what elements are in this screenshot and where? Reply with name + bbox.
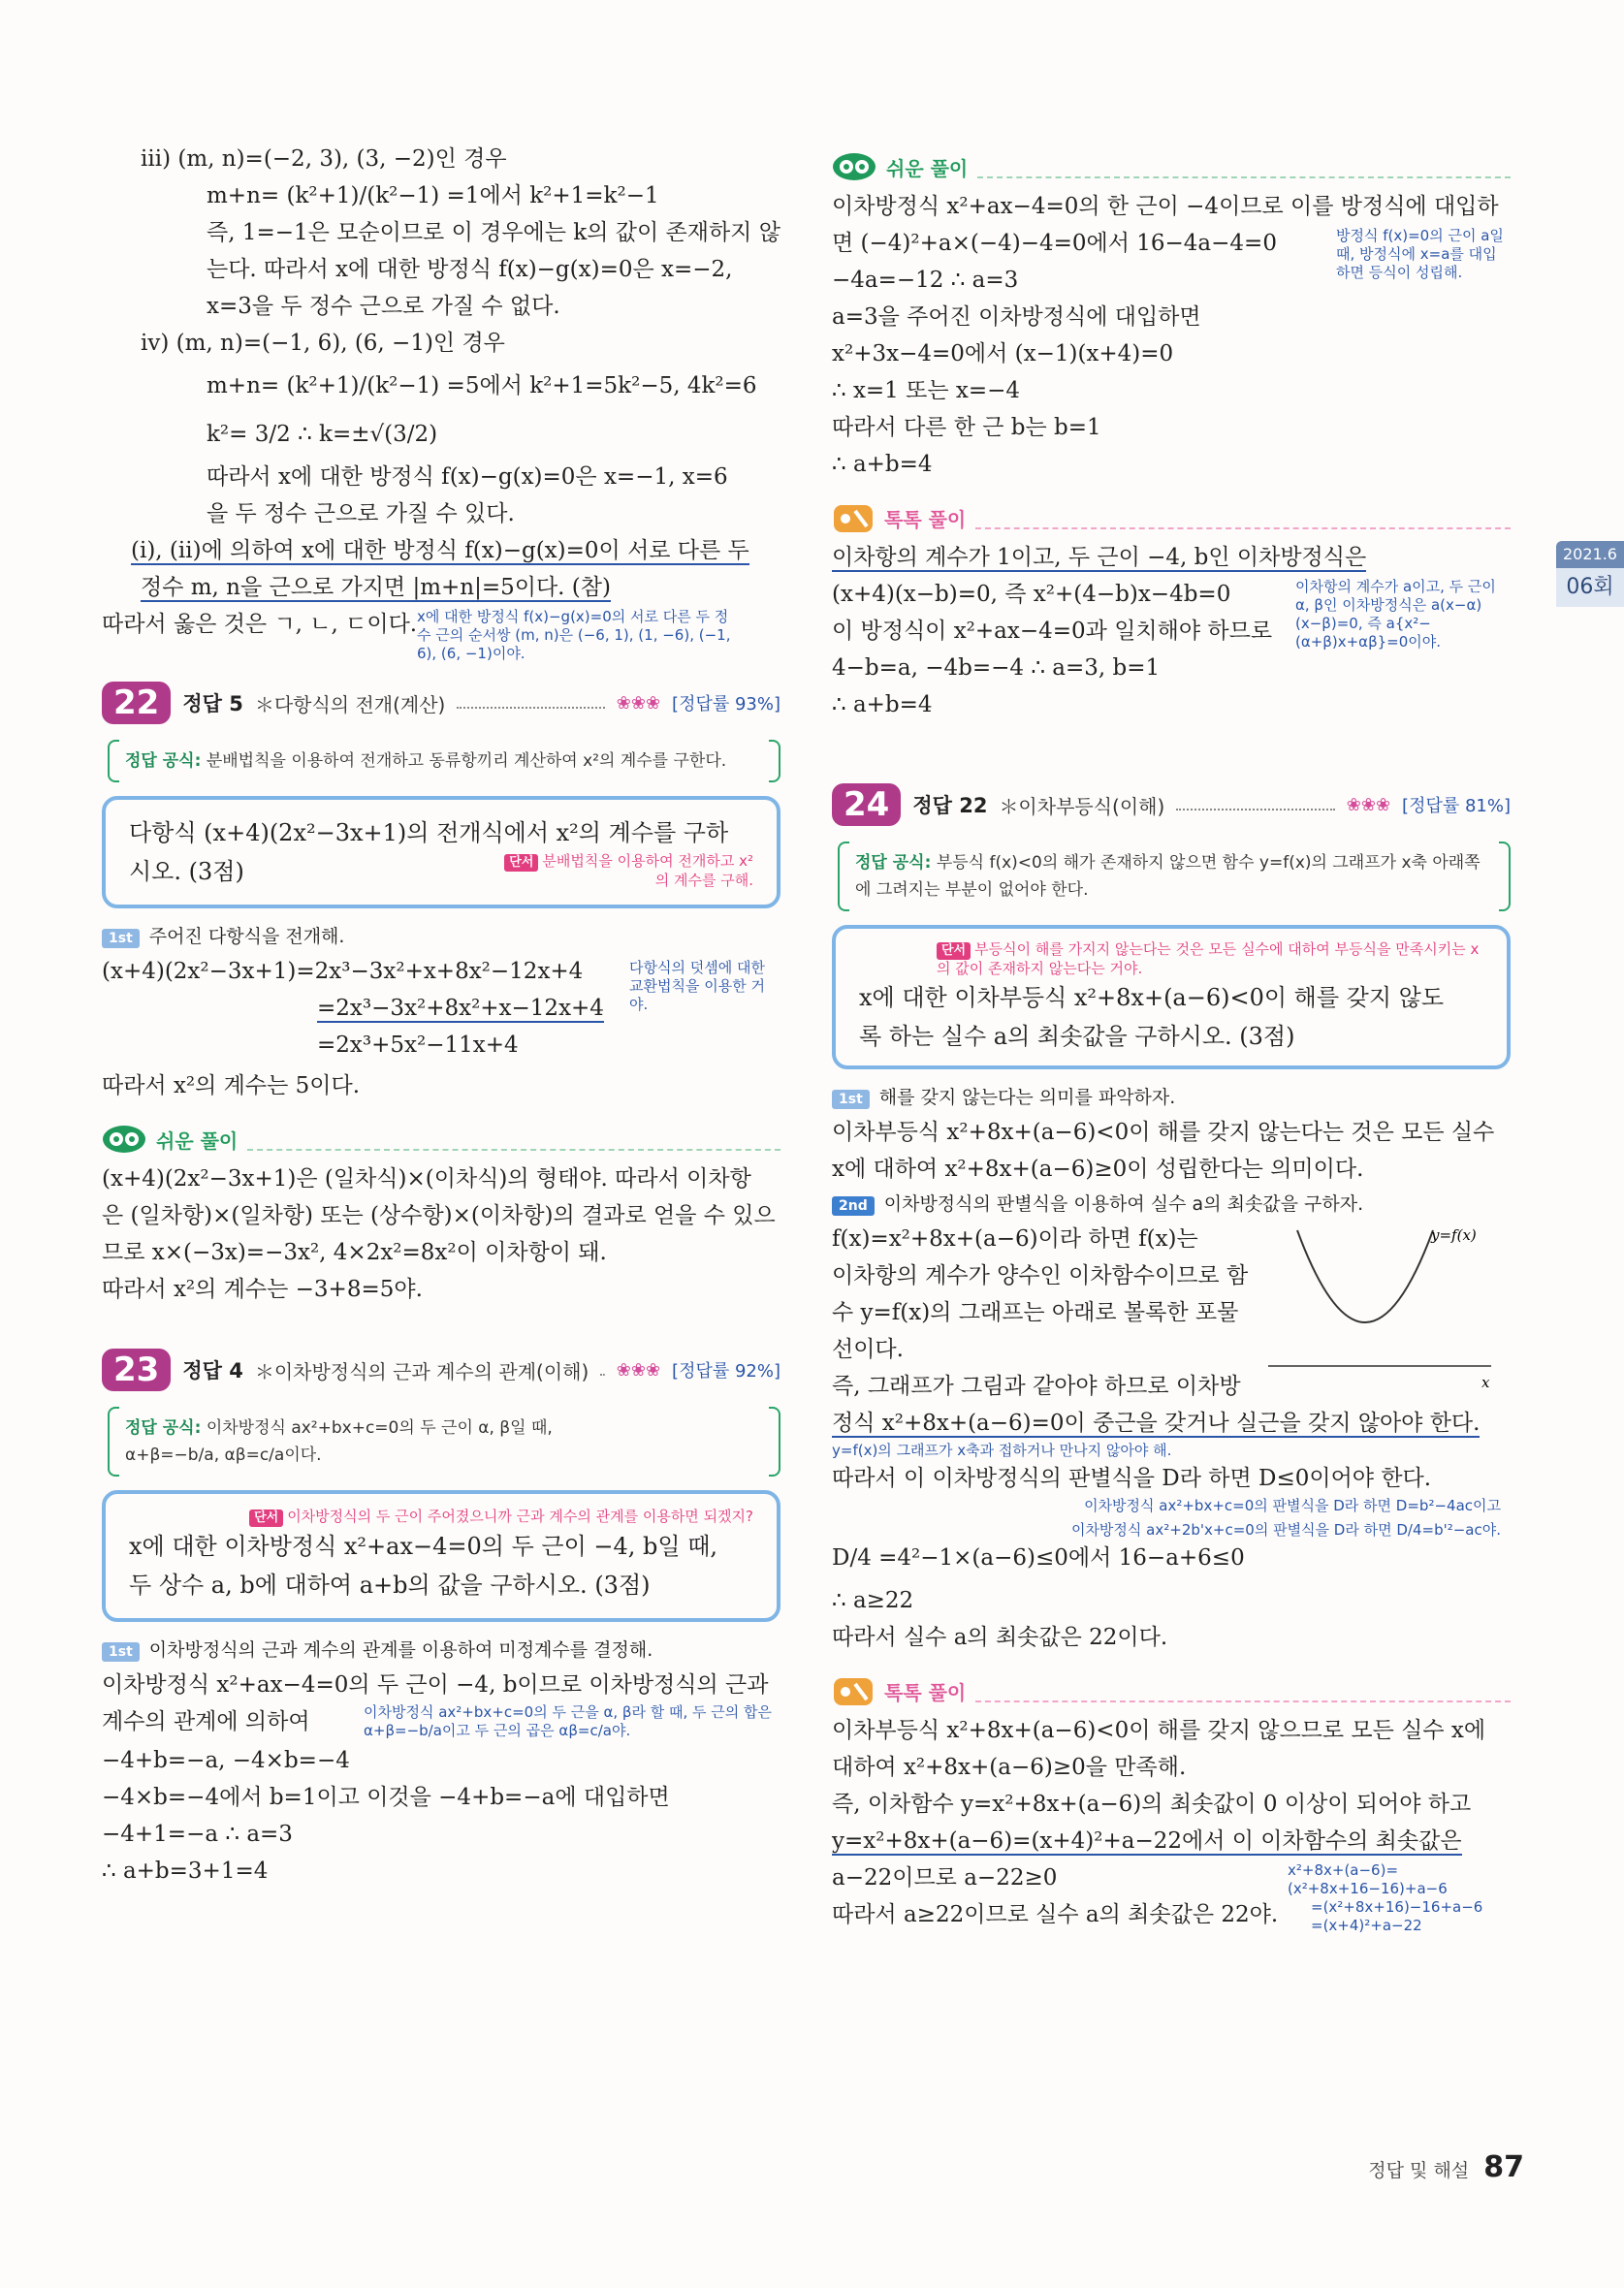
q22-conclusion: 따라서 x²의 계수는 5이다.: [102, 1073, 361, 1098]
page-footer: [1368, 2150, 1524, 2184]
q24-text: 이차부등식 x²+8x+(a−6)<0이 해를 갖지 않는다는 것은 모든 실수: [832, 1120, 1495, 1145]
q23-easy-text: x²+3x−4=0에서 (x−1)(x+4)=0: [832, 341, 1174, 366]
q24-tok-text: 즉, 이차함수 y=x²+8x+(a−6)의 최솟값이 0 이상이 되어야 하고: [832, 1792, 1472, 1817]
q22-question: 시오. (3점): [129, 858, 244, 885]
q22-header: [102, 680, 780, 726]
q24-question: 록 하는 실수 a의 최솟값을 구하시오. (3점): [859, 1023, 1295, 1050]
case-iv-k: k²= 3/2 ∴ k=±√(3/2): [207, 422, 438, 447]
q22-rate: [정답률 93%]: [672, 694, 780, 715]
q24-number: 24: [832, 783, 901, 826]
q23-question-box: [102, 1490, 780, 1622]
q22-question-box: [102, 796, 780, 908]
q23-easy-text: ∴ a+b=4: [832, 452, 933, 477]
conclusion-line: 정수 m, n을 근으로 가지면 |m+n|=5이다. (참): [141, 575, 611, 600]
q24-tok-text: y=x²+8x+(a−6)=(x+4)²+a−22에서 이 이차함수의 최솟값은: [832, 1828, 1462, 1854]
q22-easy-text: (x+4)(2x²−3x+1)은 (일차식)×(이차식)의 형태야. 따라서 이차항: [102, 1166, 751, 1192]
parabola-graph: [1258, 1221, 1511, 1395]
case-iii-title: iii) (m, n)=(−2, 3), (3, −2)인 경우: [141, 146, 507, 172]
q24-note: 이차방정식 ax²+2b'x+c=0의 판별식을 D라 하면 D/4=b'²−ac야.: [1070, 1521, 1501, 1539]
q24-tok-note: x²+8x+(a−6)=(x²+8x+16−16)+a−6 =(x²+8x+16)−16+a−6 =(x+4)²+a−22: [1288, 1861, 1483, 1934]
q22-number: 22: [102, 682, 171, 724]
q22-question: 다항식 (x+4)(2x²−3x+1)의 전개식에서 x²의 계수를 구하: [129, 819, 729, 846]
q23-step1: 1st 이차방정식의 근과 계수의 관계를 이용하여 미정계수를 결정해.: [102, 1634, 780, 1667]
q22-topic: ＊다항식의 전개(계산): [254, 692, 446, 716]
q23-tok-text: ∴ a+b=4: [832, 692, 933, 717]
case-iv-text: 을 두 정수 근으로 가질 수 있다.: [207, 501, 515, 526]
q23-easy-header: 쉬운 풀이: [832, 145, 1511, 188]
q23-difficulty: ❀❀❀: [616, 1359, 661, 1381]
q24-text: ∴ a≥22: [832, 1588, 914, 1613]
q22-difficulty: ❀❀❀: [616, 692, 661, 714]
q24-formula: 정답 공식: 부등식 f(x)<0의 해가 존재하지 않으면 함수 y=f(x)의 그래프가 x축 아래쪽에 그려지는 부분이 없어야 한다.: [838, 842, 1511, 911]
q24-tok-text: 따라서 a≥22이므로 실수 a의 최솟값은 22야.: [832, 1902, 1279, 1927]
q22-expansion: (x+4)(2x²−3x+1)=2x³−3x²+x+8x²−12x+4 =2x³−3x²+8x²+x−12x+4 =2x³+5x²−11x+4 다항식의 덧셈에 대한 교환법칙을 이용한 거야.: [102, 953, 780, 1064]
q24-text: 따라서 이 이차방정식의 판별식을 D라 하면 D≤0이어야 한다.: [832, 1466, 1432, 1491]
q24-text: 수 y=f(x)의 그래프는 아래로 볼록한 포물: [832, 1300, 1239, 1325]
dotted-leader: [457, 707, 604, 709]
case-iv-title: iv) (m, n)=(−1, 6), (6, −1)인 경우: [141, 331, 505, 356]
q24-text: 따라서 실수 a의 최솟값은 22이다.: [832, 1625, 1168, 1650]
q22-formula: 정답 공식: 분배법칙을 이용하여 전개하고 동류항끼리 계산하여 x²의 계수를 구한다.: [108, 740, 780, 782]
exam-badge: [1556, 541, 1624, 607]
q22-hint: 단서 분배법칙을 이용하여 전개하고 x²의 계수를 구해.: [501, 852, 753, 890]
q23-easy-text: 이차방정식 x²+ax−4=0의 한 근이 −4이므로 이를 방정식에 대입하: [832, 194, 1499, 219]
left-column: [102, 141, 780, 1890]
case-iii-equation: m+n= (k²+1)/(k²−1) =1에서 k²+1=k²−1: [207, 183, 659, 208]
q24-rate: [정답률 81%]: [1402, 796, 1511, 816]
q24-header: [832, 781, 1511, 828]
q24-question-box: [832, 925, 1511, 1069]
tok-solution-icon: [832, 1674, 875, 1707]
case-iii-text: 는다. 따라서 x에 대한 방정식 f(x)−g(x)=0은 x=−2,: [207, 257, 733, 282]
right-column: [832, 145, 1511, 1933]
q23-answer: 정답 4: [182, 1359, 243, 1382]
q22-step1: 1st 주어진 다항식을 전개해.: [102, 920, 780, 953]
q24-tok-text: 이차부등식 x²+8x+(a−6)<0이 해를 갖지 않으므로 모든 실수 x에: [832, 1718, 1486, 1743]
case-iii-text: x=3을 두 정수 근으로 가질 수 없다.: [207, 294, 560, 319]
x-axis-label: x: [1481, 1374, 1490, 1391]
tok-solution-icon: [832, 501, 875, 534]
q24-tok-text: 대하여 x²+8x+(a−6)≥0을 만족해.: [832, 1755, 1187, 1780]
q24-text: 선이다.: [832, 1337, 904, 1362]
q22-easy-header: 쉬운 풀이: [102, 1118, 780, 1160]
graph-label: y=f(x): [1431, 1226, 1477, 1244]
q23-hint: 단서 이차방정식의 두 근이 주어졌으니까 근과 계수의 관계를 이용하면 되겠지?: [129, 1508, 753, 1527]
conclusion-row: [102, 606, 780, 662]
q23-tok-text: 이차항의 계수가 1이고, 두 근이 −4, b인 이차방정식은: [832, 545, 1367, 570]
q22-side-note: 다항식의 덧셈에 대한 교환법칙을 이용한 거야.: [629, 959, 765, 1013]
q24-text: 정식 x²+8x+(a−6)=0이 중근을 갖거나 실근을 갖지 않아야 한다.: [832, 1411, 1481, 1436]
q22-answer: 정답 5: [182, 692, 243, 715]
case-iv-text: 따라서 x에 대한 방정식 f(x)−g(x)=0은 x=−1, x=6: [207, 464, 728, 490]
q24-difficulty: ❀❀❀: [1346, 794, 1391, 815]
q23-text: −4×b=−4에서 b=1이고 이것을 −4+b=−a에 대입하면: [102, 1785, 670, 1810]
q23-easy-text: 면 (−4)²+a×(−4)−4=0에서 16−4a−4=0: [832, 231, 1277, 256]
q23-easy-text: ∴ x=1 또는 x=−4: [832, 378, 1021, 403]
q22-easy-text: 은 (일차항)×(일차항) 또는 (상수항)×(이차항)의 결과로 얻을 수 있으: [102, 1203, 776, 1228]
conclusion-line: (i), (ii)에 의하여 x에 대한 방정식 f(x)−g(x)=0이 서로 다른 두: [131, 538, 749, 563]
case-iv-equation: m+n= (k²+1)/(k²−1) =5에서 k²+1=5k²−5, 4k²=6: [207, 373, 757, 398]
q23-question: 두 상수 a, b에 대하여 a+b의 값을 구하시오. (3점): [129, 1572, 651, 1599]
q24-tok-header: 톡톡 풀이: [832, 1669, 1511, 1712]
q24-question: x에 대한 이차부등식 x²+8x+(a−6)<0이 해를 갖지 않도: [859, 984, 1445, 1011]
q24-step2: 2nd 이차방정식의 판별식을 이용하여 실수 a의 최솟값을 구하자.: [832, 1188, 1511, 1221]
easy-solution-icon: [832, 152, 876, 181]
q23-text: −4+b=−a, −4×b=−4: [102, 1748, 350, 1773]
q23-easy-text: a=3을 주어진 이차방정식에 대입하면: [832, 304, 1201, 330]
page-number: 87: [1483, 2150, 1524, 2184]
q23-header: [102, 1347, 780, 1393]
q22-easy-text: 따라서 x²의 계수는 −3+8=5야.: [102, 1277, 423, 1302]
q23-text: −4+1=−a ∴ a=3: [102, 1822, 293, 1847]
footer-text: 정답 및 해설: [1368, 2160, 1470, 2181]
q23-easy-text: −4a=−12 ∴ a=3: [832, 268, 1019, 293]
exam-year: 2021.6: [1556, 541, 1624, 568]
q24-text: D/4 =4²−1×(a−6)≤0에서 16−a+6≤0: [832, 1545, 1245, 1571]
q23-number: 23: [102, 1349, 171, 1391]
q23-tok-text: 4−b=a, −4b=−4 ∴ a=3, b=1: [832, 655, 1161, 681]
q24-tok-text: a−22이므로 a−22≥0: [832, 1865, 1058, 1891]
q23-text: ∴ a+b=3+1=4: [102, 1859, 269, 1884]
q23-question: x에 대한 이차방정식 x²+ax−4=0의 두 근이 −4, b일 때,: [129, 1533, 718, 1560]
q24-text: x에 대하여 x²+8x+(a−6)≥0이 성립한다는 의미이다.: [832, 1157, 1364, 1182]
q23-text: 계수의 관계에 의하여: [102, 1709, 310, 1734]
conclusion-final: 따라서 옳은 것은 ㄱ, ㄴ, ㄷ이다.: [102, 612, 418, 637]
q24-step1: 1st 해를 갖지 않는다는 의미를 파악하자.: [832, 1081, 1511, 1114]
q23-easy-text: 따라서 다른 한 근 b는 b=1: [832, 415, 1101, 440]
q23-topic: ＊이차방정식의 근과 계수의 관계(이해): [254, 1359, 589, 1383]
parabola-curve: [1297, 1230, 1433, 1322]
q23-rate: [정답률 92%]: [672, 1361, 780, 1382]
conclusion-note: x에 대한 방정식 f(x)−g(x)=0의 서로 다른 두 정수 근의 순서쌍 (m, n)은 (−6, 1), (1, −6), (−1, 6), (6, −1)이야.: [417, 608, 731, 662]
q24-topic: ＊이차부등식(이해): [999, 794, 1165, 818]
q24-note: 이차방정식 ax²+bx+c=0의 판별식을 D라 하면 D=b²−4ac이고: [1084, 1497, 1501, 1514]
q23-side-note: 이차방정식 ax²+bx+c=0의 두 근을 α, β라 할 때, 두 근의 합은 α+β=−b/a이고 두 근의 곱은 αβ=c/a야.: [364, 1703, 772, 1739]
q24-note: y=f(x)의 그래프가 x축과 접하거나 만나지 않아야 해.: [832, 1442, 1172, 1459]
easy-solution-icon: [102, 1125, 146, 1154]
q24-text: f(x)=x²+8x+(a−6)이라 하면 f(x)는: [832, 1226, 1198, 1252]
q23-tok-note: 이차항의 계수가 a이고, 두 근이 α, β인 이차방정식은 a(x−α)(x−β)=0, 즉 a{x²−(α+β)x+αβ}=0이야.: [1295, 578, 1496, 651]
q23-formula: 정답 공식: 이차방정식 ax²+bx+c=0의 두 근이 α, β일 때, α+β=−b/a, αβ=c/a이다.: [108, 1407, 780, 1477]
q24-text: 이차항의 계수가 양수인 이차함수이므로 함: [832, 1263, 1249, 1288]
q23-tok-text: (x+4)(x−b)=0, 즉 x²+(4−b)x−4b=0: [832, 582, 1231, 607]
q23-text: 이차방정식 x²+ax−4=0의 두 근이 −4, b이므로 이차방정식의 근과: [102, 1672, 769, 1698]
q22-easy-text: 므로 x×(−3x)=−3x², 4×2x²=8x²이 이차항이 돼.: [102, 1240, 607, 1265]
q23-tok-header: 톡톡 풀이: [832, 496, 1511, 539]
q23-easy-note: 방정식 f(x)=0의 근이 a일 때, 방정식에 x=a를 대입하면 등식이 성립해.: [1336, 227, 1504, 281]
exam-number: 06회: [1556, 568, 1624, 607]
q24-text: 즉, 그래프가 그림과 같아야 하므로 이차방: [832, 1374, 1241, 1399]
case-iii-text: 즉, 1=−1은 모순이므로 이 경우에는 k의 값이 존재하지 않: [207, 220, 780, 245]
q23-tok-text: 이 방정식이 x²+ax−4=0과 일치해야 하므로: [832, 619, 1273, 644]
q24-hint: 단서 부등식이 해를 가지지 않는다는 것은 모든 실수에 대하여 부등식을 만족시키는 x의 값이 존재하지 않는다는 거야.: [937, 940, 1480, 977]
q24-answer: 정답 22: [912, 794, 988, 817]
